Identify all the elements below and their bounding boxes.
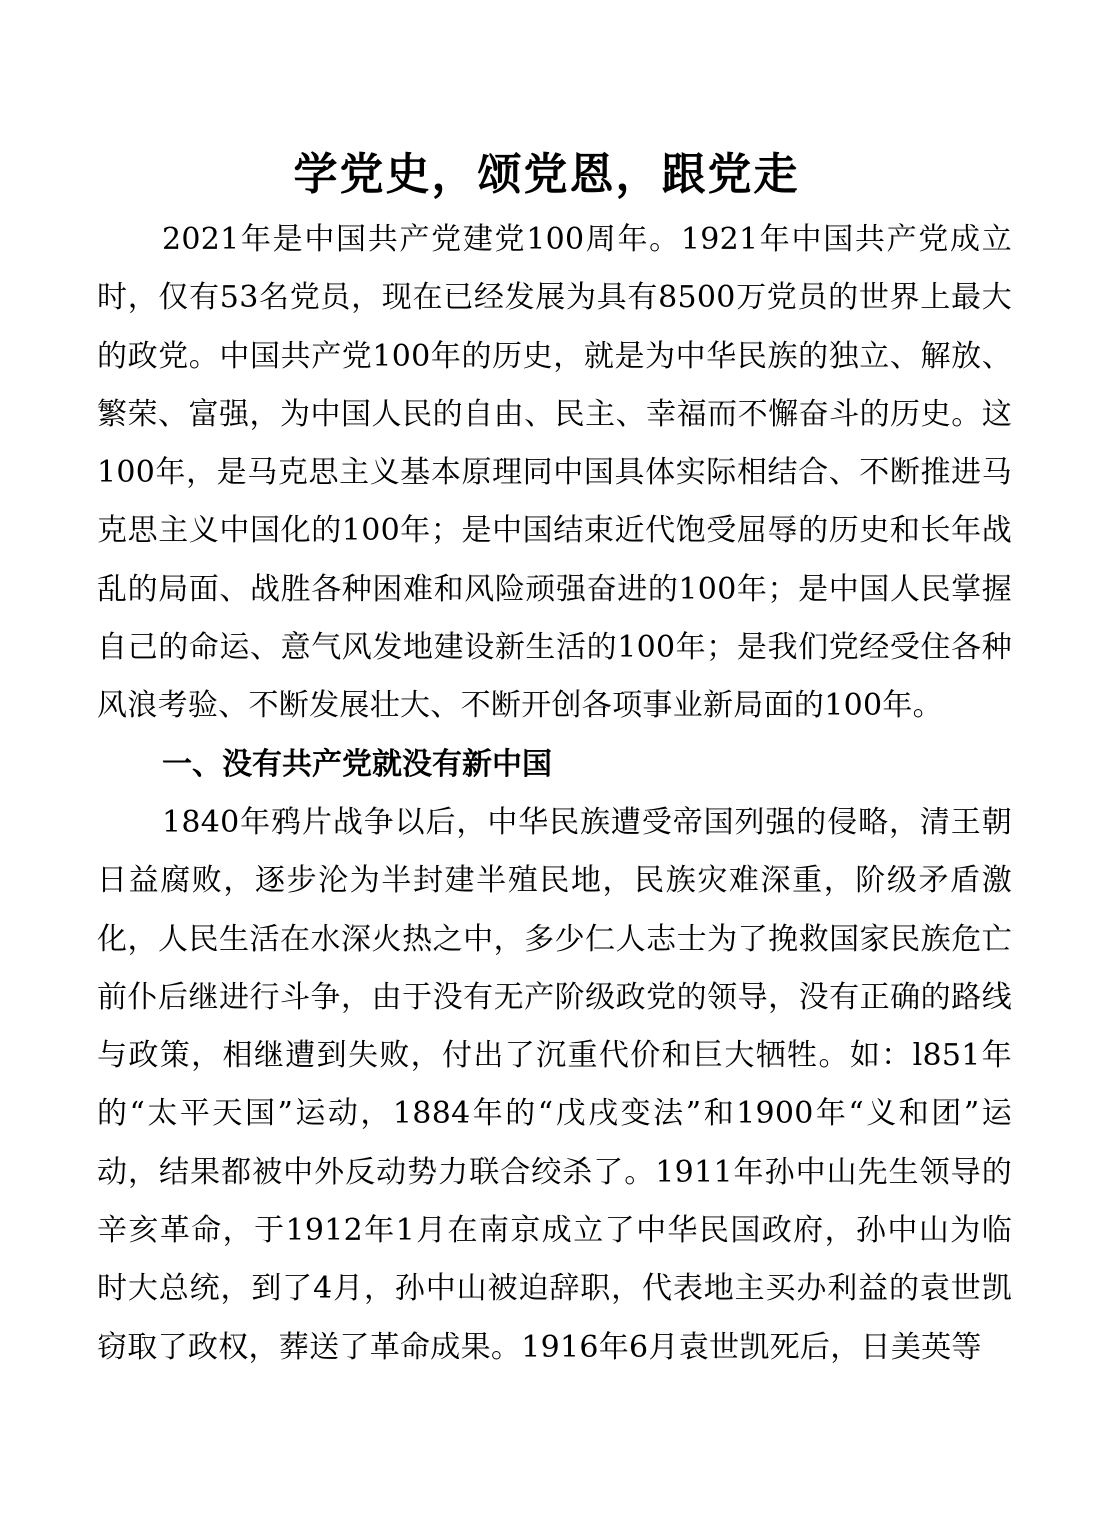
intro-paragraph: 2021年是中国共产党建党100周年。1921年中国共产党成立时，仅有53名党员，现在已经发展为具有8500万党员的世界上最大的政党。中国共产党100年的历史，就是为中华民族的独立、解放、繁荣、富强，为中国人民的自由、民主、幸福而不懈奋斗的历史。这100年，是马克思主义基本原理同中国具体实际相结合、不断推进马克思主义中国化的100年；是中国结束近代饱受屈辱的历史和长年战乱的局面、战胜各种困难和风险顽强奋进的100年；是中国人民掌握自己的命运、意气风发地建设新生活的100年；是我们党经受住各种风浪考验、不断发展壮大、不断开创各项事业新局面的100年。 xyxy=(97,222,1012,724)
section-heading: 一、没有共产党就没有新中国 xyxy=(162,746,552,782)
document-title: 学党史，颂党恩，跟党走 xyxy=(293,149,800,200)
document-body xyxy=(97,211,1012,1377)
history-paragraph: 1840年鸦片战争以后，中华民族遭受帝国列强的侵略，清王朝日益腐败，逐步沦为半封建半殖民地，民族灾难深重，阶级矛盾激化，人民生活在水深火热之中，多少仁人志士为了挽救国家民族危亡前仆后继进行斗争，由于没有无产阶级政党的领导，没有正确的路线与政策，相继遭到失败，付出了沉重代价和巨大牺牲。如：l851年的“太平天国”运动，1884年的“戊戌变法”和1900年“义和团”运动，结果都被中外反动势力联合绞杀了。1911年孙中山先生领导的辛亥革命，于1912年1月在南京成立了中华民国政府，孙中山为临时大总统，到了4月，孙中山被迫辞职，代表地主买办利益的袁世凯窃取了政权，葬送了革命成果。1916年6月袁世凯死后，日美英等 xyxy=(97,804,1012,1365)
